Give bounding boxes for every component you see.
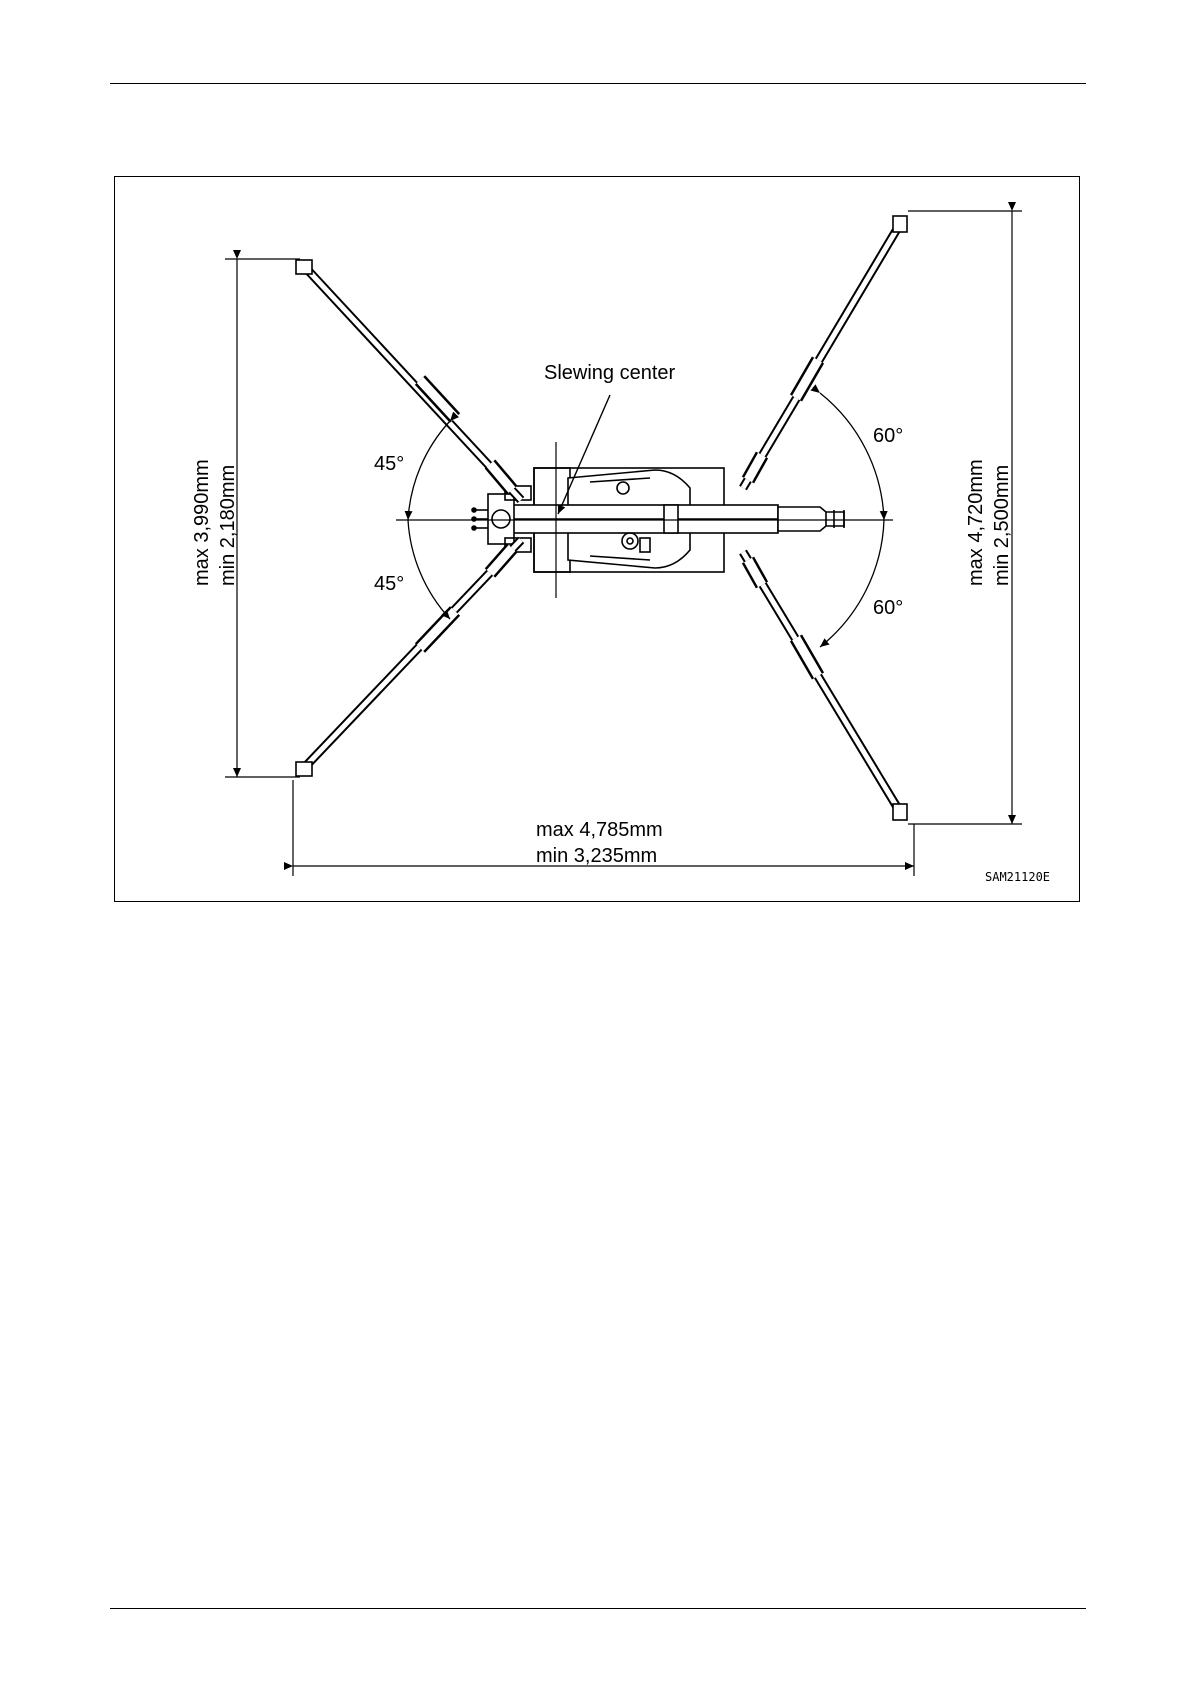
angle-label-left-lower: 45°: [374, 573, 405, 595]
right-dimension-max: max 4,720mm: [965, 459, 987, 586]
slewing-center-label: Slewing center: [544, 362, 676, 384]
left-dimension-max: max 3,990mm: [191, 459, 213, 586]
outrigger-front-right: [743, 216, 907, 488]
outrigger-rear-right: [743, 552, 907, 820]
center-lines: [396, 442, 893, 598]
outrigger-rear-left: [296, 540, 521, 776]
right-dimension-min: min 2,500mm: [991, 464, 1013, 586]
drawing-code: SAM21120E: [985, 870, 1051, 884]
angle-label-right-lower: 60°: [873, 597, 904, 619]
left-dimension-min: min 2,180mm: [217, 464, 239, 586]
bottom-dimension-max: max 4,785mm: [536, 819, 663, 841]
outrigger-front-left: [296, 260, 521, 500]
bottom-dimension-min: min 3,235mm: [536, 845, 658, 867]
footer-rule: [110, 1608, 1086, 1609]
angle-label-right-upper: 60°: [873, 425, 904, 447]
angle-label-left-upper: 45°: [374, 453, 405, 475]
